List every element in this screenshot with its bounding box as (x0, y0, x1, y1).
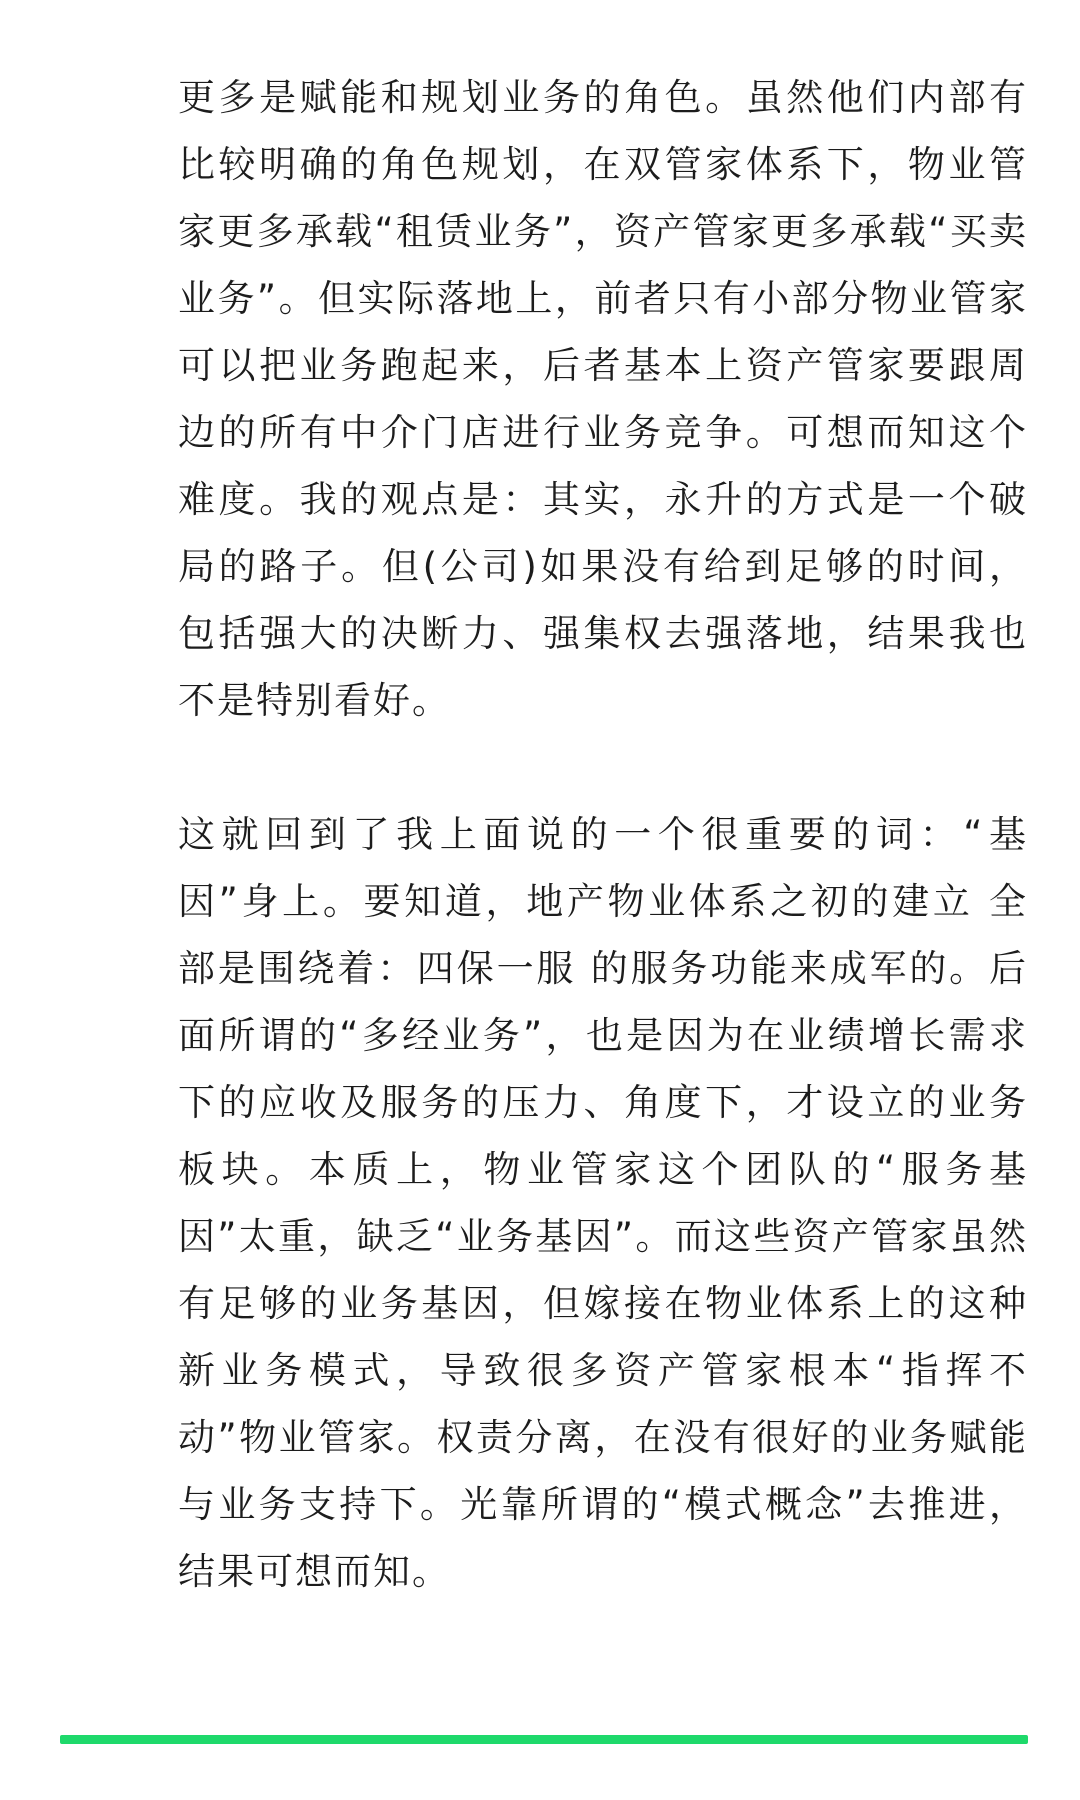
green-divider (60, 1735, 1028, 1744)
article-body (178, 64, 1028, 1605)
paragraph-1: 更多是赋能和规划业务的角色。虽然他们内部有比较明确的角色规划，在双管家体系下，物业管家更多承载“租赁业务”，资产管家更多承载“买卖业务”。但实际落地上，前者只有小部分物业管家可以把业务跑起来，后者基本上资产管家要跟周边的所有中介门店进行业务竞争。可想而知这个难度。我的观点是：其实，永升的方式是一个破局的路子。但(公司)如果没有给到足够的时间，包括强大的决断力、强集权去强落地，结果我也不是特别看好。 (178, 76, 1028, 722)
paragraph-2: 这就回到了我上面说的一个很重要的词：“基因”身上。要知道，地产物业体系之初的建立 全部是围绕着：四保一服 的服务功能来成军的。后面所谓的“多经业务”，也是因为在业绩增长需求下的应收及服务的压力、角度下，才设立的业务板块。本质上，物业管家这个团队的“服务基因”太重，缺乏“业务基因”。而这些资产管家虽然有足够的业务基因，但嫁接在物业体系上的这种新业务模式，导致很多资产管家根本“指挥不动”物业管家。权责分离，在没有很好的业务赋能与业务支持下。光靠所谓的“模式概念”去推进，结果可想而知。 (178, 813, 1028, 1593)
